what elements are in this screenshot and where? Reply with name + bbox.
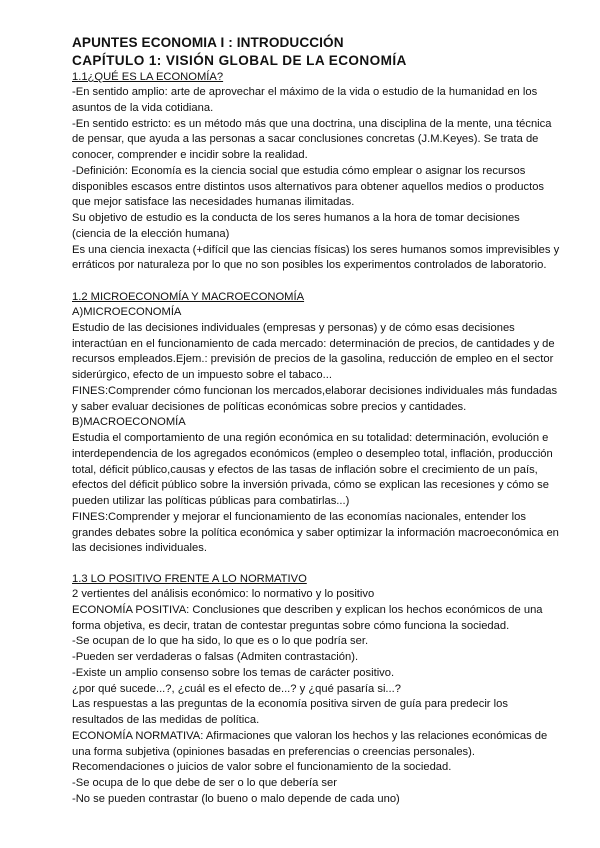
paragraph: ECONOMÍA NORMATIVA: Afirmaciones que valoran los hechos y las relaciones económicas de una forma subjetiva (opiniones basadas en preferencias o creencias personales). Recomendaciones o juicios de valor sobre el funcionamiento de la sociedad. — [72, 729, 548, 774]
section-1-heading: 1.1¿QUÉ ES LA ECONOMÍA? — [72, 71, 224, 83]
paragraph: Su objetivo de estudio es la conducta de los seres humanos a la hora de tomar decisiones (ciencia de la elección humana) — [72, 212, 520, 240]
paragraph: -Se ocupan de lo que ha sido, lo que es o lo que podría ser. — [72, 635, 369, 648]
paragraph: -No se pueden contrastar (lo bueno o malo depende de cada uno) — [72, 792, 400, 805]
macro-label: B)MACROECONOMÍA — [72, 416, 186, 429]
paragraph: Es una ciencia inexacta (+difícil que las ciencias físicas) los seres humanos somos imprevisibles y erráticos por naturaleza por lo que no son posibles los experimentos controlados de laboratorio. — [72, 243, 560, 272]
paragraph: -Se ocupa de lo que debe de ser o lo que debería ser — [72, 777, 337, 789]
section-2-heading: 1.2 MICROECONOMÍA Y MACROECONOMÍA — [72, 291, 305, 303]
paragraph: -Pueden ser verdaderas o falsas (Admiten contrastación). — [72, 651, 359, 663]
paragraph: Estudio de las decisiones individuales (empresas y personas) y de cómo esas decisiones interactúan en el funcionamiento de cada mercado: determinación de precios, de cantidades y de recursos empleados.Ejem.: previsión de precios de la gasolina, reducción de empleo en el sector siderúrgico, efecto de un impuesto sobre el tabaco... — [72, 321, 555, 381]
paragraph: ECONOMÍA POSITIVA: Conclusiones que describen y explican los hechos económicos de una forma objetiva, es decir, tratan de contestar preguntas sobre cómo funciona la sociedad. — [72, 603, 543, 632]
paragraph: 2 vertientes del análisis económico: lo normativo y lo positivo — [72, 588, 375, 600]
paragraph: FINES:Comprender cómo funcionan los mercados,elaborar decisiones individuales más fundadas y saber evaluar decisiones de políticas económicas sobre precios y cantidades. — [72, 384, 558, 413]
document-title: APUNTES ECONOMIA I : INTRODUCCIÓN — [72, 35, 344, 50]
spacer — [72, 274, 560, 290]
paragraph: -Definición: Economía es la ciencia social que estudia cómo emplear o asignar los recursos disponibles escasos entre distintos usos alternativos para obtener aquellos medios o productos que mejor satisface las necesidades humanas ilimitadas. — [72, 164, 545, 209]
paragraph: Estudia el comportamiento de una región económica en su totalidad: determinación, evolución e interdependencia de los agregados económicos (empleo o desempleo total, inflación, producción total, déficit público,causas y efectos de las tasas de inflación sobre el crecimiento de un país, efectos del déficit público sobre la inversión privada, cómo se explican las recesiones y cómo se pueden utilizar las políticas públicas para combatirlas...) — [72, 432, 553, 507]
paragraph: -Existe un amplio consenso sobre los temas de carácter positivo. — [72, 666, 395, 679]
paragraph: -En sentido estricto: es un método más que una doctrina, una disciplina de la mente, una técnica de pensar, que ayuda a las personas a sacar conclusiones concretas (J.M.Keyes). Se trata de conocer, comprender e incidir sobre la realidad. — [72, 117, 552, 161]
paragraph: FINES:Comprender y mejorar el funcionamiento de las economías nacionales, entender los grandes debates sobre la política económica y saber optimizar la información macroeconómica en las decisiones individuales. — [72, 510, 559, 555]
paragraph: -En sentido amplio: arte de aprovechar el máximo de la vida o estudio de la humanidad en los asuntos de la vida cotidiana. — [72, 86, 538, 114]
section-3-heading: 1.3 LO POSITIVO FRENTE A LO NORMATIVO — [72, 573, 307, 585]
chapter-title: CAPÍTULO 1: VISIÓN GLOBAL DE LA ECONOMÍA — [72, 53, 407, 68]
paragraph: Las respuestas a las preguntas de la economía positiva sirven de guía para predecir los resultados de las medidas de política. — [72, 698, 508, 726]
spacer — [72, 557, 560, 572]
paragraph: ¿por qué sucede...?, ¿cuál es el efecto de...? y ¿qué pasaría si...? — [72, 682, 401, 695]
micro-label: A)MICROECONOMÍA — [72, 306, 182, 318]
